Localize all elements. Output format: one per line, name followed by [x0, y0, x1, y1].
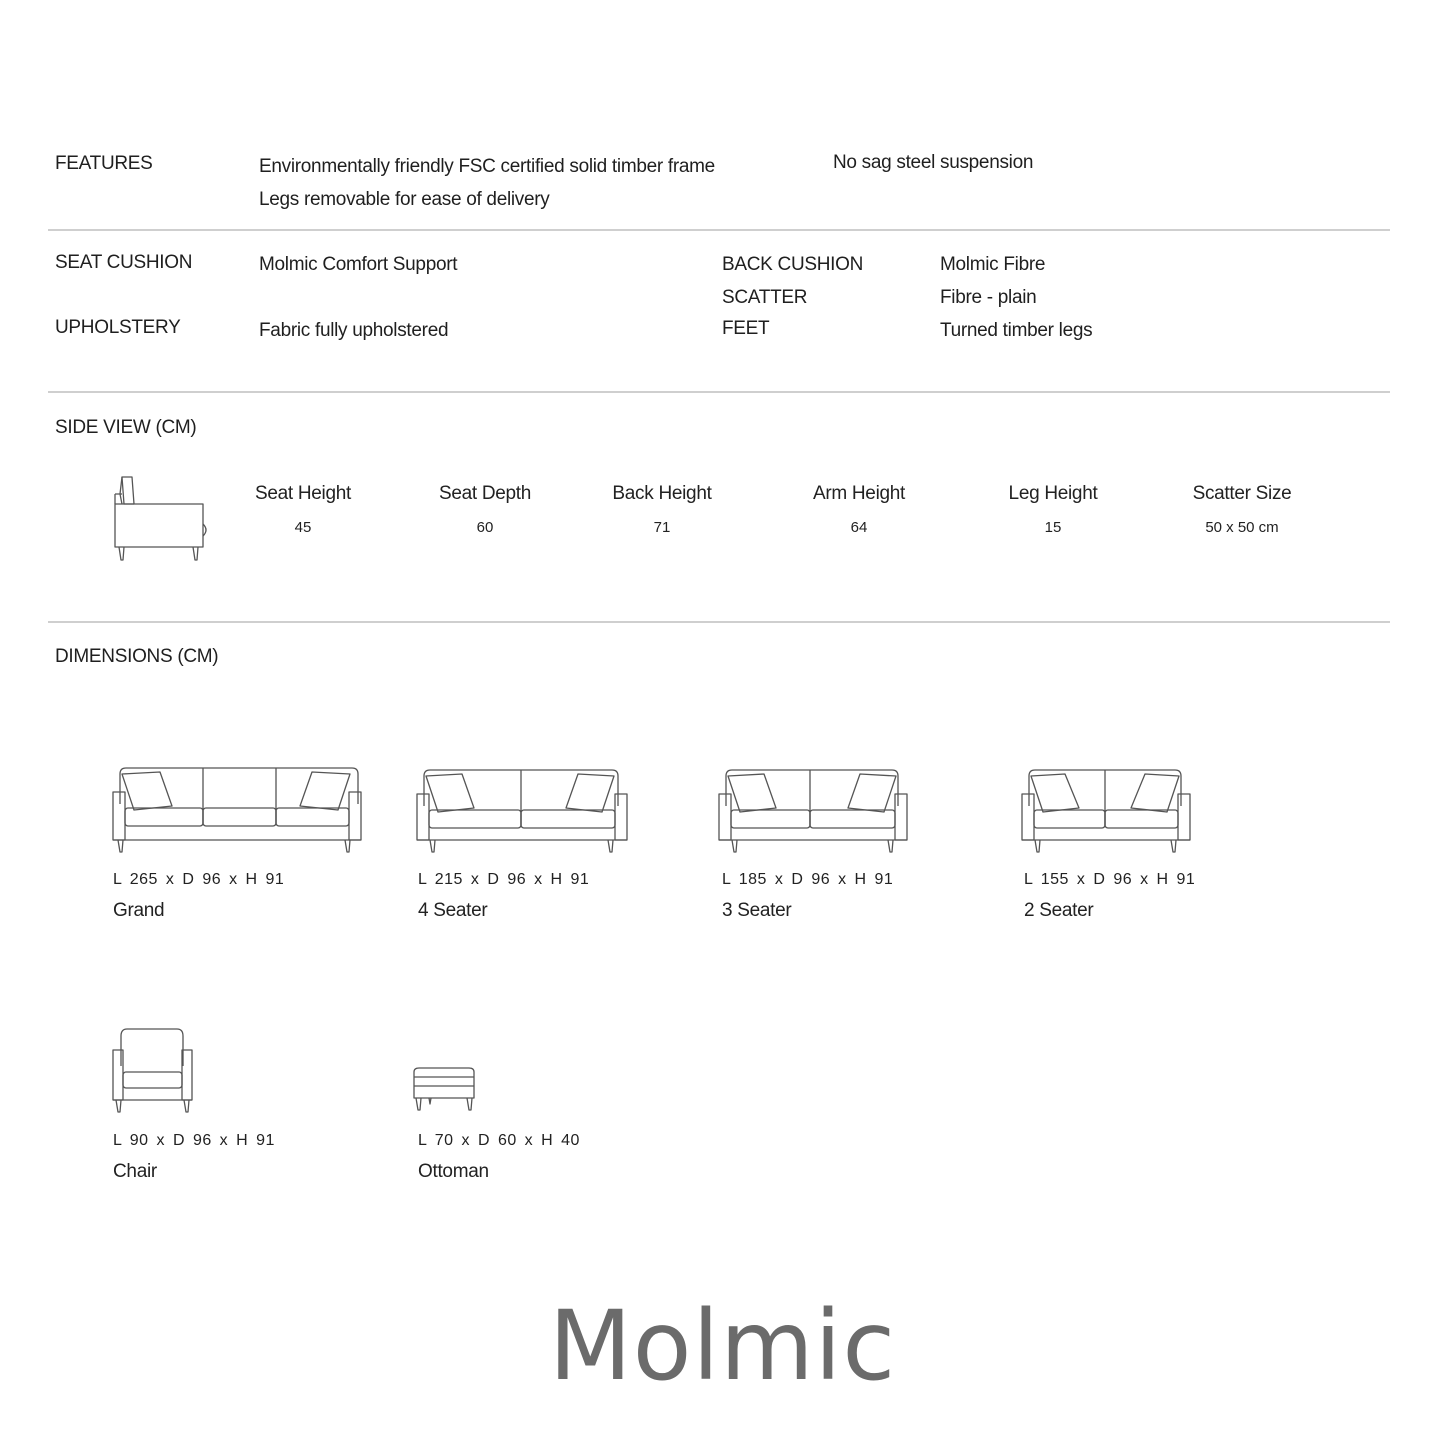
divider [48, 391, 1390, 393]
four-seater-drawing [416, 766, 630, 858]
three-seater-name: 3 Seater [722, 900, 792, 921]
arm-height-value: 64 [850, 519, 868, 536]
brand-logo: Molmic [548, 1290, 897, 1402]
back-cushion-value: Molmic Fibre [940, 254, 1046, 275]
two-seater-dims: L 155 x D 96 x H 91 [1024, 871, 1196, 888]
chair-name: Chair [113, 1161, 157, 1182]
scatter-label: SCATTER [722, 287, 808, 308]
divider [48, 621, 1390, 623]
ottoman-name: Ottoman [418, 1161, 489, 1182]
feature-item: No sag steel suspension [833, 152, 1034, 173]
back-height-label: Back Height [612, 483, 712, 504]
arm-height-label: Arm Height [812, 483, 906, 504]
chair-drawing [111, 1026, 197, 1116]
two-seater-drawing [1021, 766, 1193, 858]
scatter-size-value: 50 x 50 cm [1205, 519, 1279, 536]
upholstery-value: Fabric fully upholstered [259, 320, 449, 341]
chair-dims: L 90 x D 96 x H 91 [113, 1132, 275, 1149]
grand-sofa-drawing [112, 764, 364, 856]
back-height-value: 71 [653, 519, 671, 536]
feet-label: FEET [722, 318, 770, 339]
grand-name: Grand [113, 900, 165, 921]
side-view-title: SIDE VIEW (CM) [55, 417, 197, 438]
ottoman-drawing [411, 1064, 479, 1116]
four-seater-name: 4 Seater [418, 900, 488, 921]
feet-value: Turned timber legs [940, 320, 1093, 341]
ottoman-dims: L 70 x D 60 x H 40 [418, 1132, 580, 1149]
upholstery-label: UPHOLSTERY [55, 317, 181, 338]
feature-item: Environmentally friendly FSC certified solid timber frame [259, 156, 715, 177]
features-label: FEATURES [55, 153, 153, 174]
seat-depth-value: 60 [476, 519, 494, 536]
seat-cushion-label: SEAT CUSHION [55, 252, 193, 273]
leg-height-label: Leg Height [1008, 483, 1098, 504]
three-seater-dims: L 185 x D 96 x H 91 [722, 871, 894, 888]
scatter-size-label: Scatter Size [1192, 483, 1292, 504]
two-seater-name: 2 Seater [1024, 900, 1094, 921]
grand-dims: L 265 x D 96 x H 91 [113, 871, 285, 888]
scatter-value: Fibre - plain [940, 287, 1037, 308]
four-seater-dims: L 215 x D 96 x H 91 [418, 871, 590, 888]
three-seater-drawing [718, 766, 910, 858]
back-cushion-label: BACK CUSHION [722, 254, 864, 275]
seat-depth-label: Seat Depth [438, 483, 532, 504]
seat-height-label: Seat Height [255, 483, 351, 504]
seat-cushion-value: Molmic Comfort Support [259, 254, 458, 275]
leg-height-value: 15 [1044, 519, 1062, 536]
dimensions-title: DIMENSIONS (CM) [55, 646, 219, 667]
seat-height-value: 45 [294, 519, 312, 536]
feature-item: Legs removable for ease of delivery [259, 189, 550, 210]
divider [48, 229, 1390, 231]
side-view-sofa-drawing [112, 474, 212, 564]
